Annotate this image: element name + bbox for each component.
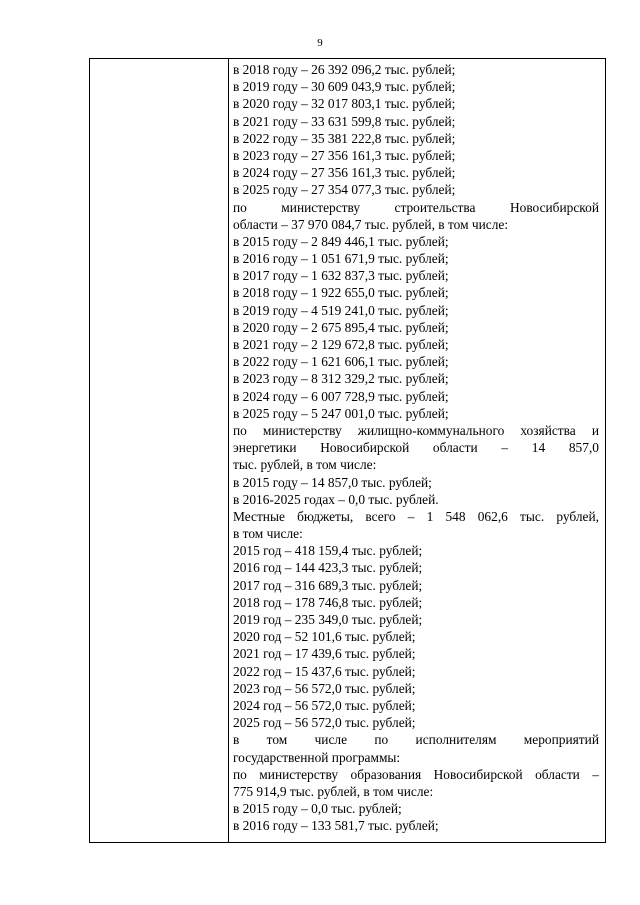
text-line: в 2019 году – 30 609 043,9 тыс. рублей;	[233, 79, 456, 95]
text-line: в 2020 году – 32 017 803,1 тыс. рублей;	[233, 96, 456, 112]
text-line: в 2024 году – 27 356 161,3 тыс. рублей;	[233, 165, 456, 181]
text-line: 2018 год – 178 746,8 тыс. рублей;	[233, 594, 423, 610]
text-line: 2022 год – 15 437,6 тыс. рублей;	[233, 663, 416, 679]
text-line: в 2025 году – 5 247 001,0 тыс. рублей;	[233, 405, 449, 421]
text-line: в 2016 году – 133 581,7 тыс. рублей;	[233, 818, 439, 834]
text-line: по министерству строительства Новосибирской	[233, 199, 599, 215]
text-line: в 2024 году – 6 007 728,9 тыс. рублей;	[233, 388, 449, 404]
text-line: в 2015 году – 0,0 тыс. рублей;	[233, 801, 402, 817]
page-number: 9	[317, 37, 323, 49]
text-line: в 2018 году – 26 392 096,2 тыс. рублей;	[233, 62, 456, 77]
text-line: в 2022 году – 1 621 606,1 тыс. рублей;	[233, 354, 449, 370]
text-line: области – 37 970 084,7 тыс. рублей, в том числе:	[233, 216, 509, 232]
text-line: 2017 год – 316 689,3 тыс. рублей;	[233, 577, 423, 593]
text-line: в 2016 году – 1 051 671,9 тыс. рублей;	[233, 251, 449, 267]
text-line: 2021 год – 17 439,6 тыс. рублей;	[233, 646, 416, 662]
text-line: по министерству образования Новосибирской области –	[233, 766, 599, 782]
column-divider	[228, 59, 229, 842]
text-line: в 2015 году – 14 857,0 тыс. рублей;	[233, 474, 432, 490]
text-line: 2024 год – 56 572,0 тыс. рублей;	[233, 697, 416, 713]
text-line: в 2016-2025 годах – 0,0 тыс. рублей.	[233, 491, 439, 507]
text-line: 2020 год – 52 101,6 тыс. рублей;	[233, 629, 416, 645]
text-line: 2016 год – 144 423,3 тыс. рублей;	[233, 560, 423, 576]
text-line: в 2017 году – 1 632 837,3 тыс. рублей;	[233, 268, 449, 284]
text-line: в 2015 году – 2 849 446,1 тыс. рублей;	[233, 233, 449, 249]
text-line: в 2023 году – 8 312 329,2 тыс. рублей;	[233, 371, 449, 387]
text-line: по министерству жилищно-коммунального хозяйства и	[233, 422, 599, 438]
text-line: 2019 год – 235 349,0 тыс. рублей;	[233, 612, 423, 627]
text-line: государственной программы:	[233, 749, 401, 765]
text-line: в том числе по исполнителям мероприятий	[233, 732, 599, 748]
text-line: в 2021 году – 2 129 672,8 тыс. рублей;	[233, 337, 449, 352]
document-table	[89, 58, 606, 843]
text-line: Местные бюджеты, всего – 1 548 062,6 тыс. рублей,	[233, 508, 599, 524]
text-line: в том числе:	[233, 526, 303, 542]
right-cell-financing-text	[233, 61, 599, 834]
text-line: в 2020 году – 2 675 895,4 тыс. рублей;	[233, 319, 449, 335]
text-line: в 2019 году – 4 519 241,0 тыс. рублей;	[233, 302, 449, 318]
text-line: 2023 год – 56 572,0 тыс. рублей;	[233, 680, 416, 696]
text-line: в 2025 году – 27 354 077,3 тыс. рублей;	[233, 182, 456, 198]
left-cell-empty	[90, 59, 228, 842]
text-line: 2025 год – 56 572,0 тыс. рублей;	[233, 715, 416, 731]
text-line: в 2022 году – 35 381 222,8 тыс. рублей;	[233, 130, 456, 146]
text-line: в 2021 году – 33 631 599,8 тыс. рублей;	[233, 113, 456, 129]
text-line: в 2018 году – 1 922 655,0 тыс. рублей;	[233, 285, 449, 301]
text-line: тыс. рублей, в том числе:	[233, 457, 377, 473]
text-line: энергетики Новосибирской области – 14 857,0	[233, 440, 599, 456]
text-line: в 2023 году – 27 356 161,3 тыс. рублей;	[233, 147, 456, 163]
text-line: 2015 год – 418 159,4 тыс. рублей;	[233, 543, 423, 559]
text-line: 775 914,9 тыс. рублей, в том числе:	[233, 783, 434, 799]
